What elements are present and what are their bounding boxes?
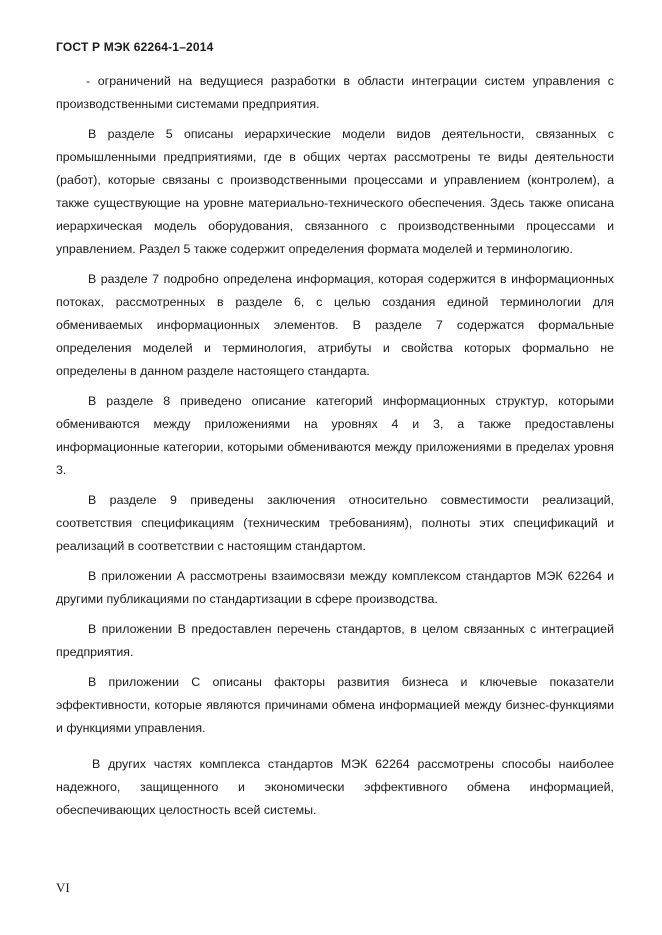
page-number: VI [56, 880, 70, 895]
paragraph-7: В приложении В предоставлен перечень стандартов, в целом связанных с интеграцией предприятия. [56, 622, 614, 659]
paragraph-3: В разделе 7 подробно определена информация, которая содержится в информационных потоках, рассмотренных в разделе 6, с целью создания единой терминологии для обмениваемых информационных элементов. В разделе 7 содержатся формальные определения моделей и терминология, атрибуты и свойства которых формально не определены в данном разделе настоящего стандарта. [56, 272, 614, 378]
paragraph-2: В разделе 5 описаны иерархические модели видов деятельности, связанных с промышленными предприятиями, где в общих чертах рассмотрены те виды деятельности (работ), которые связаны с производственными процессами и управлением (контролем), а также существующие на уровне материально-технического обеспечения. Здесь также описана иерархическая модель оборудования, связанного с производственными процессами и управлением. Раздел 5 также содержит определения формата моделей и терминологию. [56, 127, 614, 256]
paragraph-9: В других частях комплекса стандартов МЭК 62264 рассмотрены способы наиболее надежного, защищенного и экономически эффективного обмена информацией, обеспечивающих целостность всей системы. [56, 757, 614, 817]
paragraph-6: В приложении А рассмотрены взаимосвязи между комплексом стандартов МЭК 62264 и другими публикациями по стандартизации в сфере производства. [56, 569, 614, 606]
document-header: ГОСТ Р МЭК 62264-1–2014 [56, 40, 214, 54]
paragraph-4: В разделе 8 приведено описание категорий информационных структур, которыми обмениваются между приложениями на уровнях 4 и 3, а также предоставлены информационные категории, которыми обмениваются между приложениями в пределах уровня 3. [56, 394, 614, 477]
paragraph-1: - ограничений на ведущиеся разработки в области интеграции систем управления с производственными системами предприятия. [56, 74, 614, 111]
paragraph-5: В разделе 9 приведены заключения относительно совместимости реализаций, соответствия спецификациям (техническим требованиям), полноты этих спецификаций и реализаций в соответствии с настоящим стандартом. [56, 493, 614, 553]
document-body [56, 70, 614, 822]
paragraph-8: В приложении С описаны факторы развития бизнеса и ключевые показатели эффективности, которые являются причинами обмена информацией между бизнес-функциями и функциями управления. [56, 675, 614, 735]
